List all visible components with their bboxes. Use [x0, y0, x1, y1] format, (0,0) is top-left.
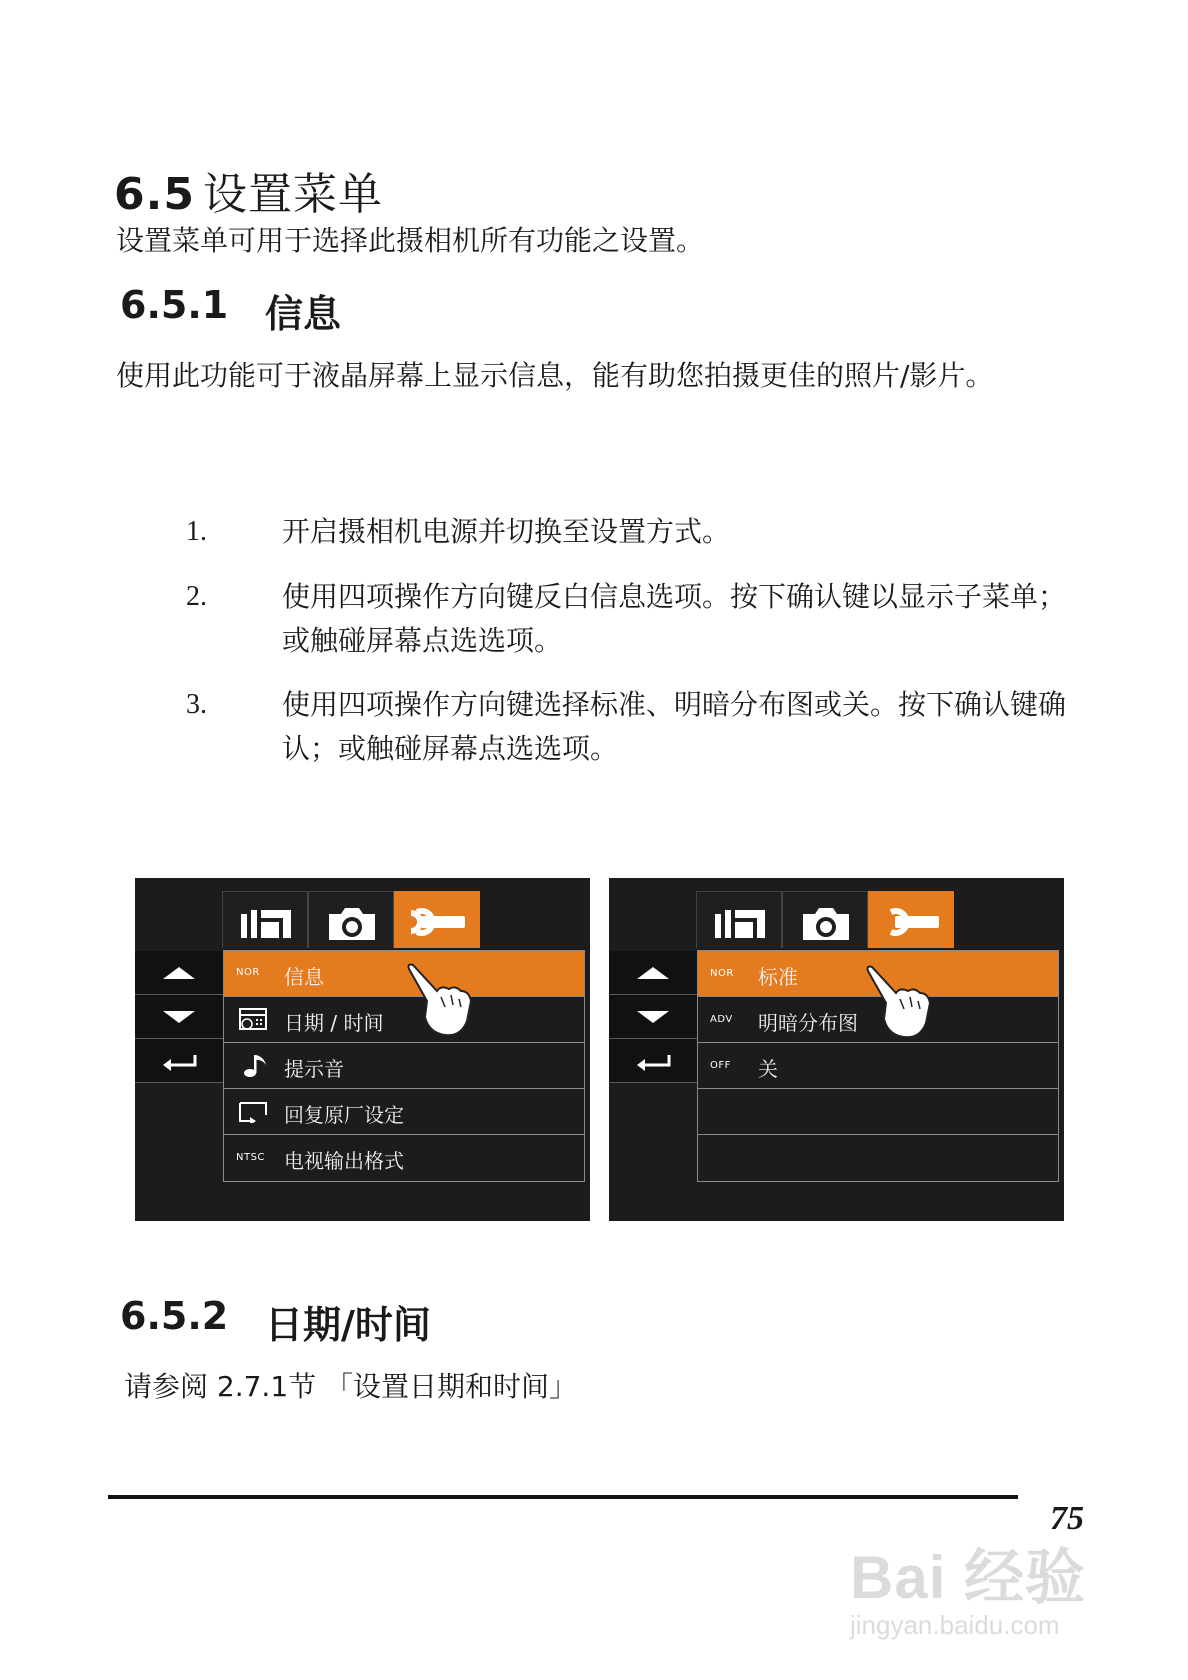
- camera-tab[interactable]: [308, 891, 394, 948]
- menu-item-info[interactable]: [224, 951, 584, 997]
- menu-item-beep[interactable]: [224, 1043, 584, 1089]
- step-text: 使用四项操作方向键选择标准、明暗分布图或关。按下确认键确认；或触碰屏幕点选选项。: [282, 688, 1067, 765]
- settings-tab[interactable]: [868, 891, 954, 948]
- down-button[interactable]: [609, 995, 697, 1039]
- pointing-hand-icon: [405, 961, 475, 1041]
- menu-item-label: 明暗分布图: [758, 1011, 858, 1035]
- video-mode-icon: [697, 892, 783, 949]
- section-number: 6.5: [114, 169, 195, 220]
- return-button[interactable]: [135, 1039, 223, 1083]
- subsection-title: 日期/时间: [265, 1303, 431, 1347]
- reset-icon: [236, 1099, 272, 1123]
- up-arrow-icon: [635, 963, 671, 983]
- section-intro: 设置菜单可用于选择此摄相机所有功能之设置。: [116, 224, 705, 257]
- step-text: 开启摄相机电源并切换至设置方式。: [282, 515, 731, 548]
- step-text: 使用四项操作方向键反白信息选项。按下确认键以显示子菜单；或触碰屏幕点选选项。: [282, 580, 1067, 657]
- clock-calendar-icon: [236, 1007, 272, 1031]
- subsection-heading-1: [120, 283, 342, 336]
- menu-item-label: 日期 / 时间: [284, 1011, 384, 1035]
- section-heading: [114, 158, 383, 222]
- down-arrow-icon: [635, 1007, 671, 1027]
- step-item: [186, 510, 1086, 554]
- up-arrow-icon: [161, 963, 197, 983]
- side-buttons: [609, 951, 697, 1083]
- cross-reference: 请参阅 2.7.1节 「设置日期和时间」: [124, 1370, 578, 1403]
- menu-item-label: 关: [758, 1057, 778, 1081]
- down-arrow-icon: [161, 1007, 197, 1027]
- subsection-number: 6.5.2: [120, 1294, 229, 1338]
- adv-badge: ADV: [710, 1014, 733, 1025]
- return-icon: [635, 1051, 671, 1071]
- camera-screen-left: [135, 878, 590, 1221]
- wrench-icon: [395, 892, 481, 949]
- menu-item-label: 提示音: [284, 1057, 344, 1081]
- up-button[interactable]: [135, 951, 223, 995]
- footer-rule: [108, 1495, 1018, 1499]
- side-buttons: [135, 951, 223, 1083]
- step-item: [186, 575, 1086, 663]
- video-mode-tab[interactable]: [696, 891, 782, 948]
- subsection-heading-2: [120, 1294, 431, 1347]
- menu-item-label: 回复原厂设定: [284, 1103, 404, 1127]
- pointing-hand-icon: [864, 963, 934, 1043]
- camera-tab[interactable]: [782, 891, 868, 948]
- step-number: 1.: [186, 516, 207, 547]
- return-icon: [161, 1051, 197, 1071]
- menu-item-empty: [698, 1135, 1058, 1181]
- wrench-icon: [869, 892, 955, 949]
- watermark-url: jingyan.baidu.com: [850, 1610, 1060, 1640]
- subsection-intro: 使用此功能可于液晶屏幕上显示信息，能有助您拍摄更佳的照片/影片。: [116, 359, 994, 392]
- subsection-title: 信息: [265, 292, 342, 336]
- ntsc-badge: NTSC: [236, 1152, 265, 1163]
- watermark-brand: Bai 经验: [850, 1544, 1087, 1611]
- menu-item-reset[interactable]: [224, 1089, 584, 1135]
- step-number: 2.: [186, 581, 207, 612]
- menu-item-date-time[interactable]: [224, 997, 584, 1043]
- step-item: [186, 683, 1086, 771]
- up-button[interactable]: [609, 951, 697, 995]
- camera-icon: [309, 892, 395, 949]
- menu-item-empty: [698, 1089, 1058, 1135]
- down-button[interactable]: [135, 995, 223, 1039]
- settings-tab[interactable]: [394, 891, 480, 948]
- page-number: 75: [1050, 1500, 1084, 1537]
- baidu-watermark: [850, 1530, 1086, 1641]
- off-badge: OFF: [710, 1060, 731, 1071]
- video-mode-tab[interactable]: [222, 891, 308, 948]
- nor-badge: NOR: [710, 968, 734, 979]
- camera-icon: [783, 892, 869, 949]
- menu-item-off[interactable]: [698, 1043, 1058, 1089]
- settings-menu: [223, 950, 585, 1182]
- return-button[interactable]: [609, 1039, 697, 1083]
- menu-item-tv-output[interactable]: [224, 1135, 584, 1181]
- menu-item-label: 标准: [758, 965, 798, 989]
- video-mode-icon: [223, 892, 309, 949]
- menu-item-label: 信息: [284, 965, 324, 989]
- subsection-number: 6.5.1: [120, 283, 229, 327]
- step-number: 3.: [186, 689, 207, 720]
- music-note-icon: [236, 1053, 272, 1077]
- menu-item-label: 电视输出格式: [284, 1149, 404, 1173]
- camera-screen-right: [609, 878, 1064, 1221]
- section-title: 设置菜单: [202, 169, 383, 220]
- nor-badge: NOR: [236, 967, 260, 978]
